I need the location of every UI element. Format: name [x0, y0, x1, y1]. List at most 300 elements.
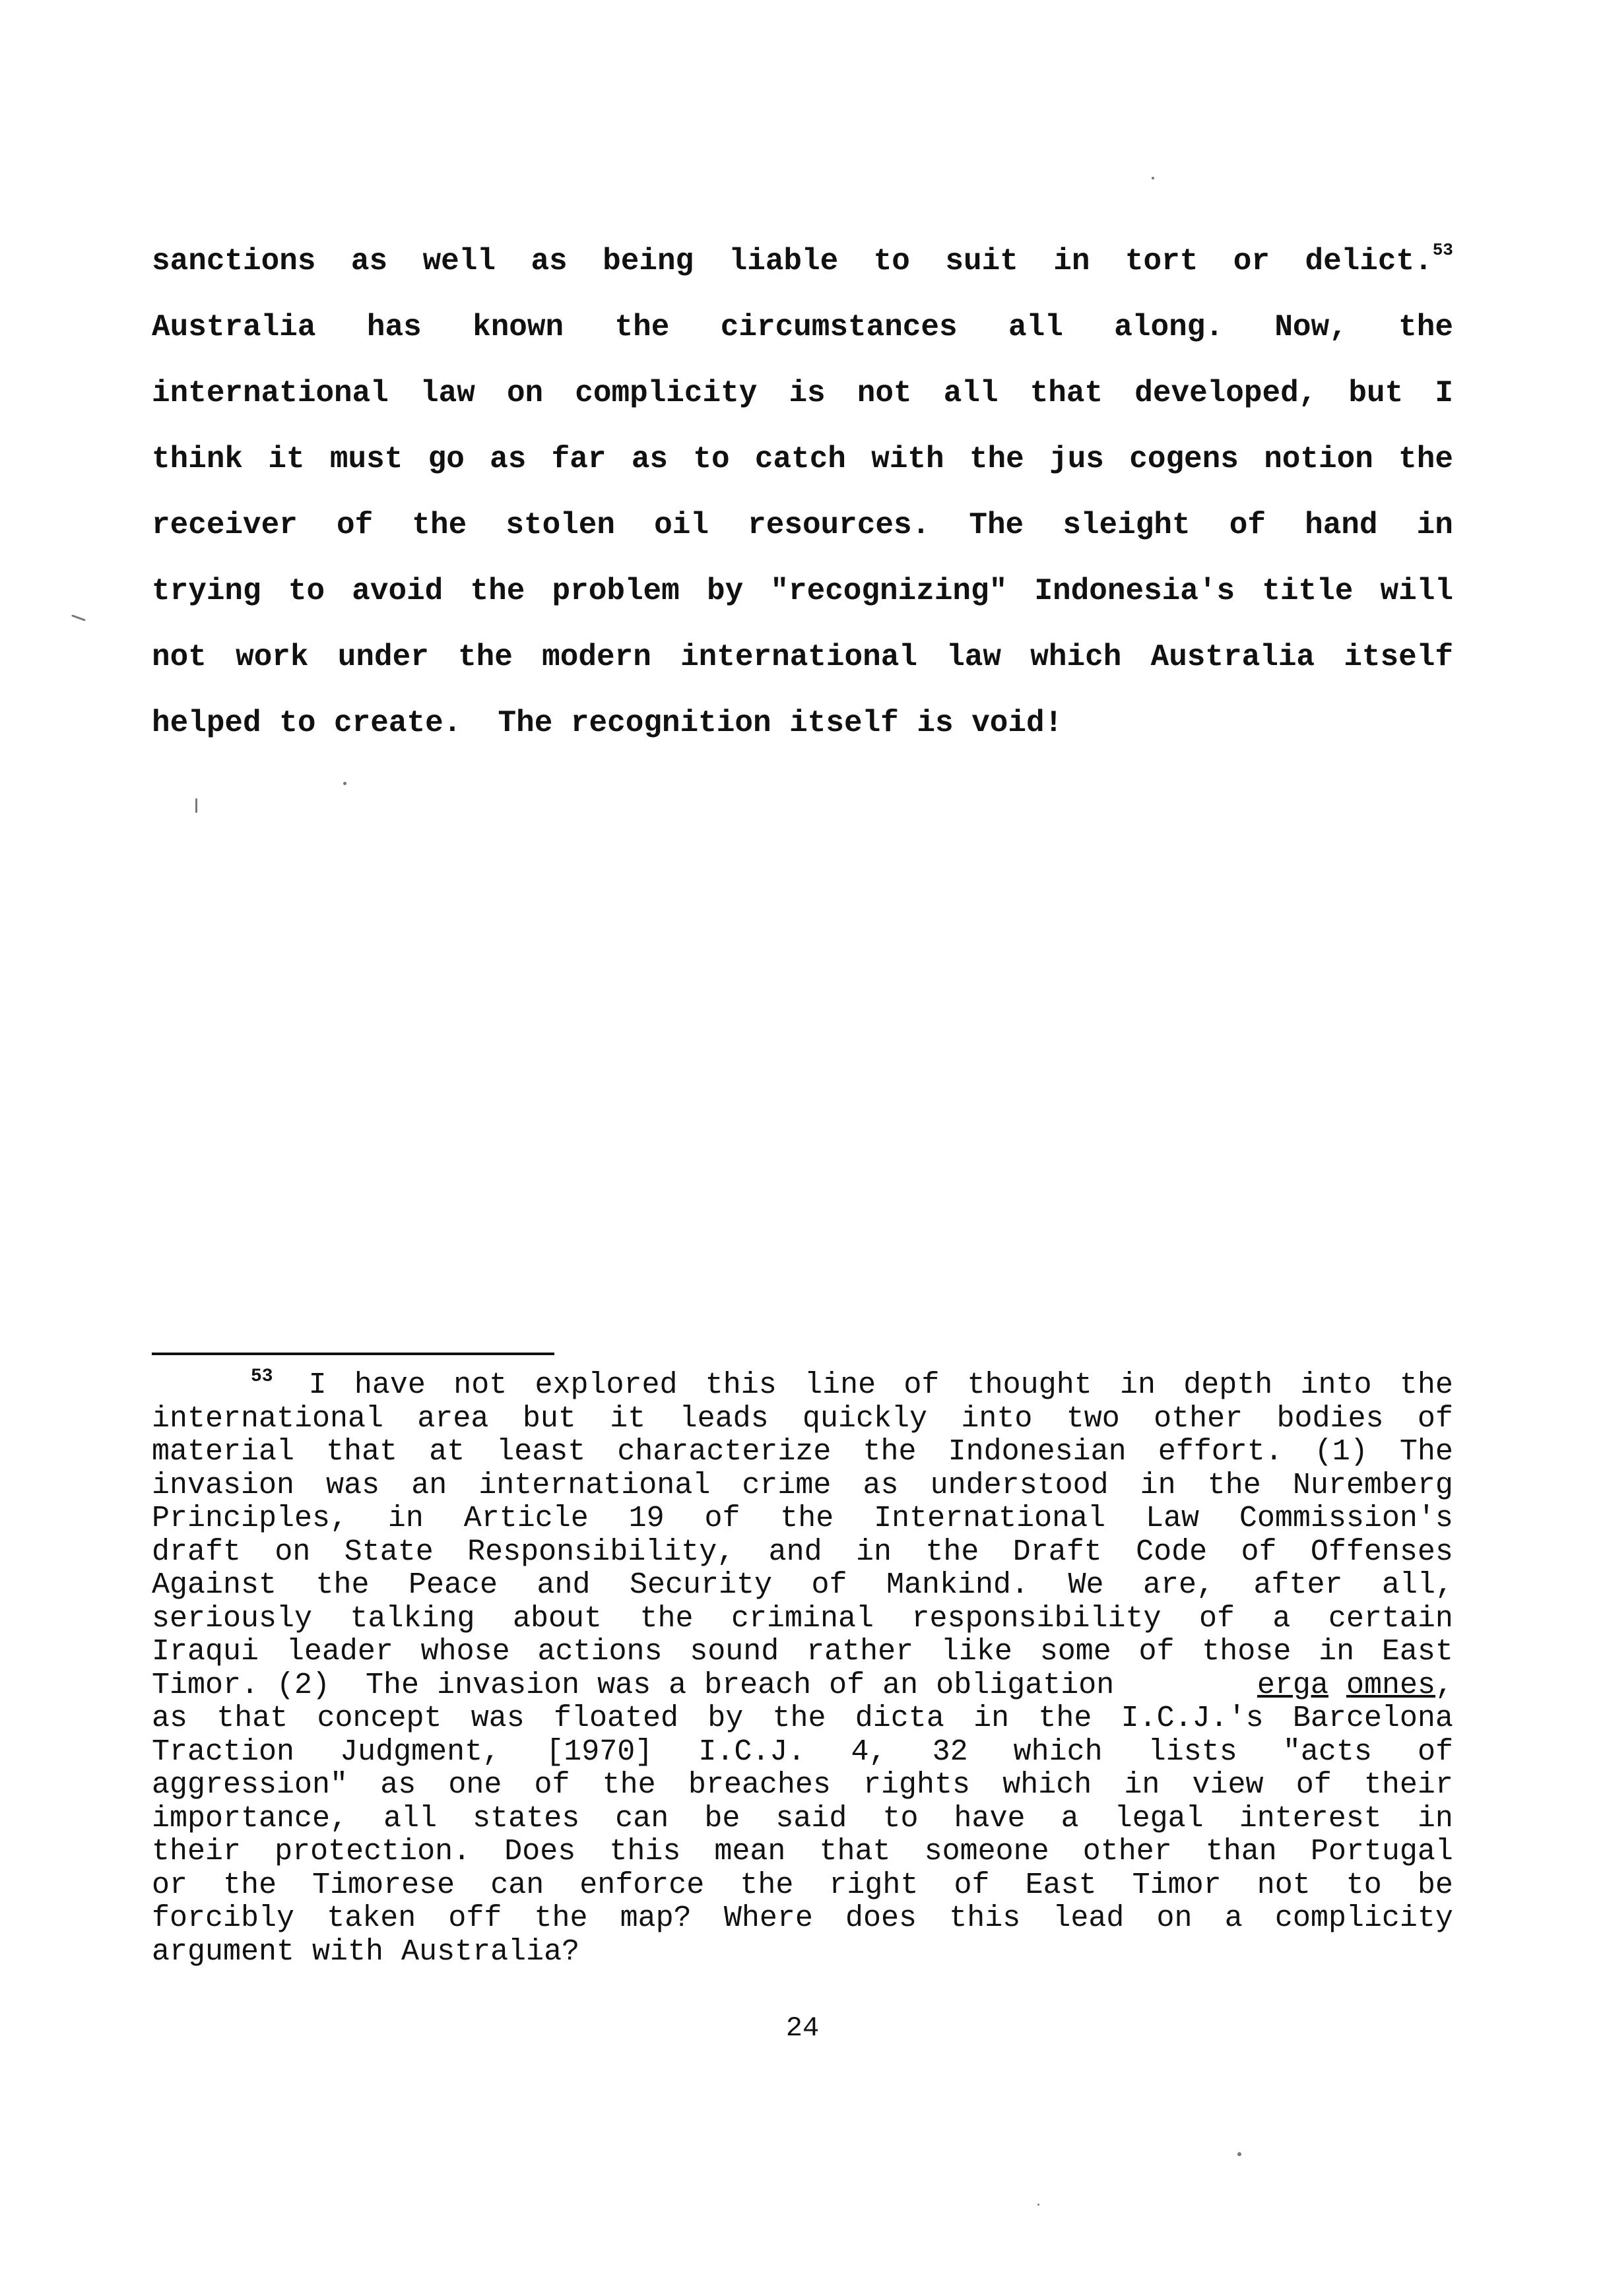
- footnote-word: not: [453, 1368, 508, 1402]
- footnote-word: off: [448, 1901, 502, 1935]
- footnote-line: [152, 1469, 1453, 1503]
- body-line: [152, 310, 1453, 376]
- footnote-word: Does: [504, 1835, 576, 1868]
- footnote-word: or: [152, 1868, 188, 1902]
- footnote-word: Commission's: [1239, 1502, 1453, 1535]
- footnote-word: whose: [420, 1635, 510, 1669]
- footnote-word: as: [152, 1702, 188, 1735]
- body-line: [152, 442, 1453, 508]
- footnote-word: 32: [932, 1735, 968, 1769]
- footnote-word: talking: [350, 1601, 475, 1636]
- body-word: has: [366, 310, 422, 344]
- footnote-word: some: [1039, 1635, 1111, 1669]
- footnote-word: map?: [620, 1901, 692, 1935]
- footnote-word: the: [315, 1568, 370, 1602]
- footnote-word: of: [903, 1368, 940, 1402]
- footnote-word: East: [1025, 1868, 1097, 1902]
- footnote-word: Code: [1136, 1535, 1208, 1569]
- body-word: itself: [1344, 640, 1453, 674]
- footnote-word: does: [845, 1901, 917, 1935]
- footnote-word: all: [383, 1801, 438, 1835]
- body-word: the: [470, 574, 525, 608]
- footnote-text: Timor. (2) The invasion was a breach of an obligation: [152, 1668, 1115, 1702]
- body-word: that: [1030, 376, 1103, 410]
- footnote-line: [152, 1636, 1453, 1669]
- footnote-word: of: [811, 1568, 847, 1602]
- body-word: circumstances: [720, 310, 958, 344]
- footnote-word: concept: [317, 1702, 442, 1735]
- body-word: to: [873, 244, 910, 278]
- footnote-word: the: [780, 1502, 834, 1535]
- body-word: the: [1398, 310, 1453, 344]
- body-word: Now,: [1274, 310, 1348, 344]
- footnote-number: 53: [251, 1366, 273, 1387]
- footnote-word: the: [863, 1435, 917, 1469]
- footnote-word: on: [1156, 1901, 1193, 1935]
- scan-speck: [1037, 2204, 1039, 2206]
- footnote-word: characterize: [617, 1435, 832, 1469]
- footnote-word: it: [610, 1401, 646, 1436]
- footnote-line: [152, 1366, 1453, 1403]
- body-word: the: [1398, 442, 1453, 476]
- body-word: on: [506, 376, 544, 410]
- footnote-word: sound: [690, 1635, 779, 1669]
- body-word: modern: [542, 640, 651, 674]
- footnote-word: and: [537, 1568, 591, 1602]
- body-word: work: [236, 640, 309, 674]
- footnote-word: invasion: [152, 1468, 295, 1502]
- body-word: it: [268, 442, 305, 476]
- footnote-word: the: [772, 1702, 826, 1735]
- footnote-word: interest: [1239, 1801, 1382, 1835]
- body-word: resources.: [748, 508, 931, 542]
- footnote-lead: [251, 1366, 327, 1403]
- body-word: stolen: [506, 508, 615, 542]
- footnote-line: [152, 1669, 1453, 1703]
- body-line: [152, 240, 1453, 310]
- footnote-word: about: [512, 1601, 603, 1636]
- body-word: to: [693, 442, 730, 476]
- scan-speck: [343, 782, 346, 785]
- footnote-word: to: [882, 1801, 919, 1835]
- footnote-word: Timorese: [312, 1868, 455, 1902]
- footnote-word: as: [380, 1768, 416, 1802]
- body-word: think: [152, 442, 244, 476]
- footnote-word: in: [1319, 1635, 1355, 1669]
- footnote-word: lead: [1053, 1901, 1125, 1935]
- footnote-word: line: [804, 1368, 876, 1402]
- footnote-word: Barcelona: [1292, 1702, 1453, 1735]
- body-word: of: [337, 508, 374, 542]
- footnote-word: taken: [327, 1901, 416, 1935]
- footnote-word: forcibly: [152, 1901, 295, 1935]
- body-word: the: [458, 640, 513, 674]
- body-word: international: [680, 640, 917, 674]
- body-word: law: [946, 640, 1002, 674]
- footnote-word: a: [1272, 1601, 1291, 1636]
- body-word: in: [1416, 508, 1453, 542]
- footnote-word: thought: [967, 1368, 1092, 1402]
- scan-speck: [1237, 2152, 1241, 2156]
- footnote-word: like: [940, 1635, 1012, 1669]
- footnote-word: Where: [723, 1901, 813, 1935]
- body-word: along.: [1114, 310, 1224, 344]
- footnote-word: mean: [714, 1835, 786, 1868]
- body-word: go: [428, 442, 465, 476]
- footnote-word: bodies: [1276, 1401, 1384, 1436]
- footnote-word: rather: [806, 1635, 914, 1669]
- footnote-word: understood: [930, 1468, 1109, 1502]
- footnote-word: other: [1154, 1401, 1243, 1436]
- body-word: with: [871, 442, 944, 476]
- footnote-word: quickly: [802, 1401, 927, 1436]
- footnote-separator: [152, 1353, 554, 1355]
- footnote-word: in: [1140, 1468, 1176, 1502]
- footnote-word: in: [1124, 1768, 1160, 1802]
- footnote-word: international: [152, 1401, 384, 1436]
- footnote-word: leader: [286, 1635, 393, 1669]
- footnote-line: [152, 1835, 1453, 1869]
- body-word: will: [1380, 574, 1453, 608]
- scan-speck: [195, 798, 197, 813]
- footnote-word: of: [1417, 1401, 1453, 1436]
- footnote-line: [152, 1569, 1453, 1603]
- footnote-word: of: [1138, 1635, 1175, 1669]
- footnote-word: this: [705, 1368, 777, 1402]
- footnote-word: Against: [152, 1568, 277, 1602]
- footnote-word: can: [615, 1801, 669, 1835]
- body-word: as: [350, 244, 388, 278]
- footnote-word: depth: [1183, 1368, 1273, 1402]
- body-word: in: [1053, 244, 1090, 278]
- body-word: catch: [754, 442, 846, 476]
- body-word: oil: [654, 508, 709, 542]
- body-word: all: [943, 376, 999, 410]
- footnote-word: states: [473, 1801, 580, 1835]
- body-word: being: [603, 244, 694, 278]
- body-word: far: [551, 442, 606, 476]
- footnote-word: The: [1399, 1435, 1453, 1469]
- footnote-word: view: [1192, 1768, 1264, 1802]
- footnote-word: (1): [1314, 1435, 1368, 1469]
- body-word: not: [152, 640, 207, 674]
- footnote-line: [152, 1403, 1453, 1436]
- footnote-word: all,: [1381, 1568, 1453, 1602]
- footnote-word: two: [1066, 1401, 1120, 1436]
- body-word: all: [1008, 310, 1063, 344]
- footnote-word: the: [1399, 1368, 1453, 1402]
- latin-erga: erga: [1257, 1668, 1328, 1702]
- body-word: to: [288, 574, 325, 608]
- footnote-word: of: [954, 1868, 990, 1902]
- footnote-word: of: [1295, 1768, 1332, 1802]
- footnote-word: those: [1202, 1635, 1292, 1669]
- footnote-word: Offenses: [1310, 1535, 1453, 1569]
- body-paragraph: [152, 240, 1453, 772]
- body-word-with-ref: [1305, 240, 1453, 278]
- footnote-word: I.C.J.: [698, 1735, 806, 1769]
- footnote-word: the: [639, 1601, 694, 1636]
- footnote-word: effort.: [1158, 1435, 1283, 1469]
- footnote-word: seriously: [152, 1601, 313, 1636]
- footnote-word: to: [1346, 1868, 1382, 1902]
- body-word: tort: [1125, 244, 1198, 278]
- footnote-word: complicity: [1274, 1901, 1453, 1935]
- body-word: The: [969, 508, 1024, 542]
- body-word: of: [1229, 508, 1266, 542]
- footnote-word: least: [496, 1435, 586, 1469]
- footnote-word: at: [429, 1435, 465, 1469]
- footnote-word: was: [326, 1468, 380, 1502]
- footnote-word: certain: [1328, 1601, 1453, 1636]
- body-word: jus: [1049, 442, 1104, 476]
- body-word: as: [531, 244, 568, 278]
- footnote-word: one: [448, 1768, 502, 1802]
- footnote-word: Security: [629, 1568, 773, 1602]
- footnote-word: which: [1002, 1768, 1092, 1802]
- footnote-word: and: [768, 1535, 822, 1569]
- footnote-word: be: [1417, 1868, 1453, 1902]
- body-word: or: [1233, 244, 1270, 278]
- body-word: the: [412, 508, 467, 542]
- footnote-word: than: [1205, 1835, 1277, 1868]
- body-word: notion: [1264, 442, 1373, 476]
- footnote-53: [152, 1366, 1453, 1969]
- footnote-word: of: [534, 1768, 570, 1802]
- footnote-word: importance,: [152, 1801, 348, 1835]
- footnote-word: not: [1257, 1868, 1311, 1902]
- footnote-line: [152, 1702, 1453, 1736]
- footnote-word: the: [1207, 1468, 1261, 1502]
- body-word: avoid: [352, 574, 443, 608]
- footnote-word: crime: [742, 1468, 832, 1502]
- body-word: I: [1435, 376, 1453, 410]
- footnote-word: their: [152, 1835, 242, 1868]
- footnote-word: 4,: [851, 1735, 887, 1769]
- footnote-word: of: [1198, 1601, 1235, 1636]
- footnote-word: be: [704, 1801, 740, 1835]
- footnote-word: said: [775, 1801, 847, 1835]
- footnote-word: the: [602, 1768, 656, 1802]
- body-word: hand: [1305, 508, 1378, 542]
- body-word: must: [329, 442, 403, 476]
- body-word: "recognizing": [770, 574, 1008, 608]
- footnote-word: rights: [863, 1768, 971, 1802]
- footnote-word: of: [1417, 1735, 1453, 1769]
- footnote-line: [152, 1802, 1453, 1836]
- footnote-line: [152, 1869, 1453, 1903]
- footnote-word: their: [1363, 1768, 1453, 1802]
- footnote-word: Law: [1146, 1502, 1200, 1535]
- footnote-word: the: [534, 1901, 588, 1935]
- footnote-word: that: [819, 1835, 891, 1868]
- footnote-word: of: [704, 1502, 740, 1535]
- footnote-word: State: [344, 1535, 434, 1569]
- footnote-line: [152, 1902, 1453, 1936]
- body-word: well: [422, 244, 496, 278]
- footnote-text: argument with Australia?: [152, 1934, 580, 1969]
- body-word: sanctions: [152, 244, 316, 278]
- footnote-word: a: [1224, 1901, 1243, 1935]
- footnote-word: Traction: [152, 1735, 295, 1769]
- comma: ,: [1435, 1668, 1453, 1702]
- footnote-word: the: [925, 1535, 979, 1569]
- latin-phrase: [1257, 1669, 1453, 1703]
- footnote-word: into: [961, 1401, 1033, 1436]
- footnote-word: [1970]: [546, 1735, 653, 1769]
- footnote-word: of: [1241, 1535, 1277, 1569]
- footnote-word: that: [216, 1702, 288, 1735]
- body-word: the: [614, 310, 670, 344]
- body-word: sleight: [1063, 508, 1191, 542]
- scan-speck: [71, 614, 86, 621]
- footnote-word: dicta: [855, 1702, 944, 1735]
- footnote-word: in: [855, 1535, 892, 1569]
- body-line: [152, 640, 1453, 706]
- footnote-word: explored: [535, 1368, 678, 1402]
- body-word: cogens: [1129, 442, 1239, 476]
- footnote-word: the: [1038, 1702, 1092, 1735]
- footnote-reference[interactable]: 53: [1432, 240, 1453, 260]
- footnote-word: on: [275, 1535, 311, 1569]
- footnote-word: was: [471, 1702, 525, 1735]
- body-line: [152, 574, 1453, 640]
- body-line: [152, 376, 1453, 442]
- footnote-word: material: [152, 1435, 295, 1469]
- footnote-word: in: [973, 1702, 1010, 1735]
- footnote-word: actions: [537, 1635, 663, 1669]
- footnote-word: responsibility: [911, 1601, 1162, 1636]
- body-word: developed,: [1134, 376, 1317, 410]
- footnote-word: in: [1417, 1801, 1453, 1835]
- footnote-word: the: [223, 1868, 277, 1902]
- footnote-word: have: [954, 1801, 1026, 1835]
- body-word: Indonesia's: [1034, 574, 1235, 608]
- body-word: law: [420, 376, 475, 410]
- footnote-word: Timor: [1132, 1868, 1222, 1902]
- body-word: by: [706, 574, 744, 608]
- body-line: [152, 706, 1453, 772]
- footnote-word: floated: [554, 1702, 679, 1735]
- body-word: delict.: [1305, 244, 1433, 278]
- footnote-word: Indonesian: [948, 1435, 1127, 1469]
- footnote-word: breaches: [688, 1768, 831, 1802]
- body-word: under: [337, 640, 429, 674]
- footnote-word: "acts: [1282, 1735, 1372, 1769]
- footnote-word: have: [354, 1368, 426, 1402]
- footnote-line: [152, 1502, 1453, 1536]
- footnote-word: Principles,: [152, 1502, 348, 1535]
- body-line-text: helped to create. The recognition itself is void!: [152, 706, 1063, 740]
- footnote-word: Peace: [408, 1568, 498, 1602]
- footnote-word: area: [417, 1401, 489, 1436]
- footnote-word: I: [308, 1368, 327, 1402]
- footnote-line: [152, 1769, 1453, 1802]
- footnote-word: Mankind.: [886, 1568, 1030, 1602]
- footnote-word: that: [326, 1435, 398, 1469]
- footnote-word: this: [609, 1835, 681, 1868]
- footnote-word: right: [829, 1868, 919, 1902]
- footnote-word: I.C.J.'s: [1121, 1702, 1264, 1735]
- body-word: title: [1262, 574, 1354, 608]
- footnote-word: in: [1119, 1368, 1156, 1402]
- body-word: international: [152, 376, 389, 410]
- body-word: problem: [552, 574, 680, 608]
- footnote-word: are,: [1142, 1568, 1214, 1602]
- body-word: is: [789, 376, 826, 410]
- footnote-word: in: [387, 1502, 424, 1535]
- footnote-word: International: [874, 1502, 1106, 1535]
- footnote-word: protection.: [275, 1835, 471, 1868]
- footnote-word: enforce: [579, 1868, 705, 1902]
- footnote-word: can: [490, 1868, 544, 1902]
- footnote-word: draft: [152, 1535, 242, 1569]
- footnote-word: which: [1013, 1735, 1103, 1769]
- body-word: the: [969, 442, 1024, 476]
- footnote-word: aggression": [152, 1768, 348, 1802]
- footnote-word: criminal: [731, 1601, 874, 1636]
- body-word: as: [490, 442, 527, 476]
- footnote-word: 19: [628, 1502, 665, 1535]
- body-word: complicity: [575, 376, 758, 410]
- footnote-word: someone: [924, 1835, 1049, 1868]
- footnote-word: legal: [1114, 1801, 1204, 1835]
- footnote-word: leads: [679, 1401, 769, 1436]
- footnote-line: [152, 1436, 1453, 1469]
- body-word: liable: [729, 244, 839, 278]
- footnote-word: other: [1082, 1835, 1172, 1868]
- footnote-word: by: [707, 1702, 744, 1735]
- footnote-word: Responsibility,: [467, 1535, 735, 1569]
- footnote-line: [152, 1603, 1453, 1636]
- footnote-word: lists: [1148, 1735, 1237, 1769]
- body-word: Australia: [152, 310, 316, 344]
- footnote-word: international: [478, 1468, 711, 1502]
- footnote-line: [152, 1536, 1453, 1570]
- footnote-word: into: [1300, 1368, 1372, 1402]
- footnote-word: the: [740, 1868, 794, 1902]
- footnote-word: We: [1068, 1568, 1104, 1602]
- body-word: as: [631, 442, 669, 476]
- footnote-word: Iraqui: [152, 1635, 259, 1669]
- footnote-word: an: [411, 1468, 447, 1502]
- footnote-word: Nuremberg: [1292, 1468, 1453, 1502]
- footnote-word: this: [949, 1901, 1021, 1935]
- footnote-word: a: [1061, 1801, 1079, 1835]
- body-word: which: [1030, 640, 1122, 674]
- body-line: [152, 508, 1453, 574]
- latin-omnes: omnes: [1346, 1668, 1435, 1702]
- scan-speck: [1152, 177, 1154, 179]
- body-word: receiver: [152, 508, 298, 542]
- body-word: known: [473, 310, 564, 344]
- footnote-word: East: [1381, 1635, 1453, 1669]
- body-word: trying: [152, 574, 261, 608]
- page-number: 24: [785, 2012, 820, 2044]
- footnote-word: after: [1253, 1568, 1343, 1602]
- body-word: Australia: [1150, 640, 1315, 674]
- footnote-word: as: [863, 1468, 899, 1502]
- footnote-word: Judgment,: [340, 1735, 501, 1769]
- footnote-word: but: [522, 1401, 576, 1436]
- footnote-line: [152, 1736, 1453, 1770]
- footnote-word: Portugal: [1310, 1835, 1453, 1868]
- body-word: suit: [945, 244, 1018, 278]
- body-word: but: [1348, 376, 1404, 410]
- footnote-line: [152, 1936, 1453, 1969]
- footnote-word: Article: [463, 1502, 589, 1535]
- body-word: not: [857, 376, 912, 410]
